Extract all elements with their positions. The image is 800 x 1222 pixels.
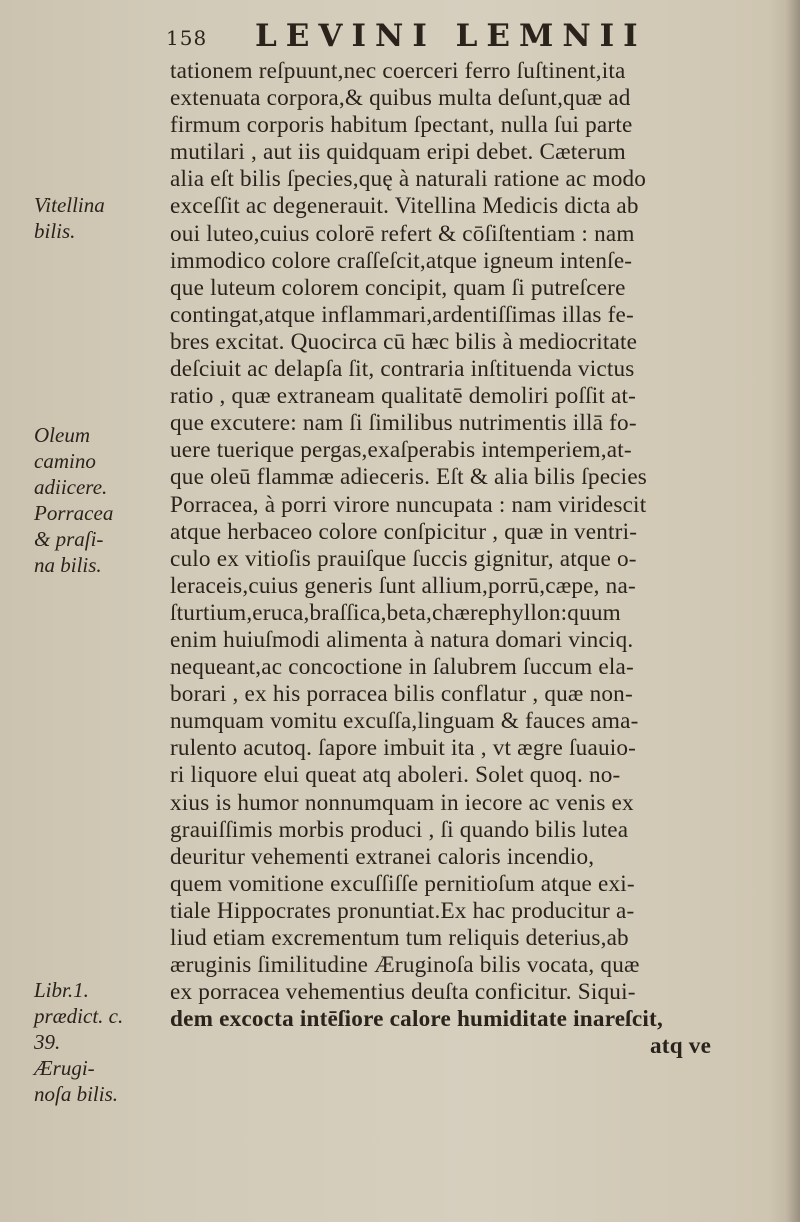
text-line: alia eſt bilis ſpecies,quę à naturali ratione ac modo [170, 166, 647, 193]
text-line: bres excitat. Quocirca cū hæc bilis à mediocritate [170, 328, 638, 355]
marginal-note-line: Vitellina [34, 193, 105, 217]
text-line: extenuata corpora,& quibus multa deſunt,quæ ad [170, 85, 631, 112]
running-title: LEVINI LEMNII [255, 18, 647, 54]
catchword: atq ve [650, 1033, 712, 1060]
marginal-note-line: prædict. c. [34, 1004, 124, 1028]
text-line: exceſſit ac degenerauit. Vitellina Medicis dicta ab [170, 193, 639, 220]
text-line: rulento acutoq. ſapore imbuit ita , vt ægre ſuauio- [170, 735, 637, 762]
text-line: grauiſſimis morbis produci , ſi quando bilis lutea [170, 816, 629, 843]
marginal-note-line: Porracea [34, 501, 114, 525]
marginal-note-line: & praſi- [34, 527, 104, 551]
text-line: immodico colore craſſeſcit,atque igneum intenſe- [170, 247, 633, 274]
marginal-note-line: Ærugi- [34, 1056, 95, 1080]
text-line: uere tuerique pergas,exaſperabis intemperiem,at- [170, 437, 632, 464]
text-line: enim huiuſmodi alimenta à natura domari vinciq. [170, 626, 634, 653]
text-line: liud etiam excrementum tum reliquis deterius,ab [170, 925, 629, 951]
text-line: deſciuit ac delapſa ſit, contraria inſtituenda victus [170, 356, 635, 383]
text-line: leraceis,cuius generis ſunt allium,porrū,cæpe, na- [170, 572, 636, 599]
text-line: dem excocta intēſiore calore humiditate inareſcit, [170, 1006, 663, 1033]
text-line: numquam vomitu excuſſa,linguam & fauces ama- [170, 708, 639, 735]
text-line: contingat,atque inflammari,ardentiſſimas illas fe- [170, 301, 634, 328]
running-head [0, 18, 800, 58]
text-line: deuritur vehementi extranei caloris incendio, [170, 843, 595, 870]
marginal-note-line: noſa bilis. [34, 1082, 119, 1106]
text-line: oui luteo,cuius colorē refert & cōſiſtentiam : nam [170, 220, 635, 247]
marginal-note-line: Oleum [34, 423, 90, 447]
text-line: ri liquore elui queat atq aboleri. Solet quoq. no- [170, 762, 621, 789]
marginal-note-line: adiicere. [34, 475, 108, 499]
text-line: quem vomitione excuſſiſſe pernitioſum atque exi- [170, 870, 635, 897]
text-line: que oleū flammæ adieceris. Eſt & alia bilis ſpecies [170, 464, 648, 491]
text-line: tiale Hippocrates pronuntiat.Ex hac producitur a- [170, 897, 635, 924]
text-line: Porracea, à porri virore nuncupata : nam viridescit [170, 491, 647, 518]
text-line: æruginis ſimilitudine Æruginoſa bilis vocata, quæ [170, 952, 640, 979]
marginal-note-line: 39. [34, 1030, 61, 1054]
marginal-note-aeruginosa [34, 977, 164, 1107]
text-line: que excutere: nam ſi ſimilibus nutrimentis illā fo- [170, 410, 637, 437]
page-number: 158 [166, 26, 208, 50]
text-line: culo ex vitioſis prauiſque ſuccis gignitur, atque o- [170, 545, 637, 572]
text-line: xius is humor nonnumquam in iecore ac venis ex [170, 789, 634, 816]
text-line: nequeant,ac concoctione in ſalubrem ſuccum ela- [170, 654, 634, 681]
text-line: atque herbaceo colore conſpicitur , quæ in ventri- [170, 518, 638, 545]
marginal-note-line: bilis. [34, 219, 76, 243]
text-line: ratio , quæ extraneam qualitatē demoliri poſſit at- [170, 383, 637, 410]
main-text-block [170, 58, 790, 1060]
marginal-note-line: camino [34, 449, 96, 473]
marginal-note-oleum-porracea [34, 422, 164, 578]
text-line: borari , ex his porracea bilis conflatur , quæ non- [170, 681, 633, 708]
marginal-note-vitellina [34, 192, 164, 244]
text-line: ſturtium,eruca,braſſica,beta,chærephyllon:quum [170, 599, 621, 626]
text-line: ex porracea vehementius deuſta conficitur. Siqui- [170, 979, 636, 1006]
text-line: firmum corporis habitum ſpectant, nulla ſui parte [170, 112, 633, 139]
text-line: tationem reſpuunt,nec coerceri ferro ſuſtinent,ita [170, 58, 626, 84]
marginal-note-line: Libr.1. [34, 978, 89, 1002]
text-line: mutilari , aut iis quidquam eripi debet. Cæterum [170, 139, 626, 166]
marginal-note-line: na bilis. [34, 553, 102, 577]
text-line: que luteum colorem concipit, quam ſi putreſcere [170, 274, 626, 301]
